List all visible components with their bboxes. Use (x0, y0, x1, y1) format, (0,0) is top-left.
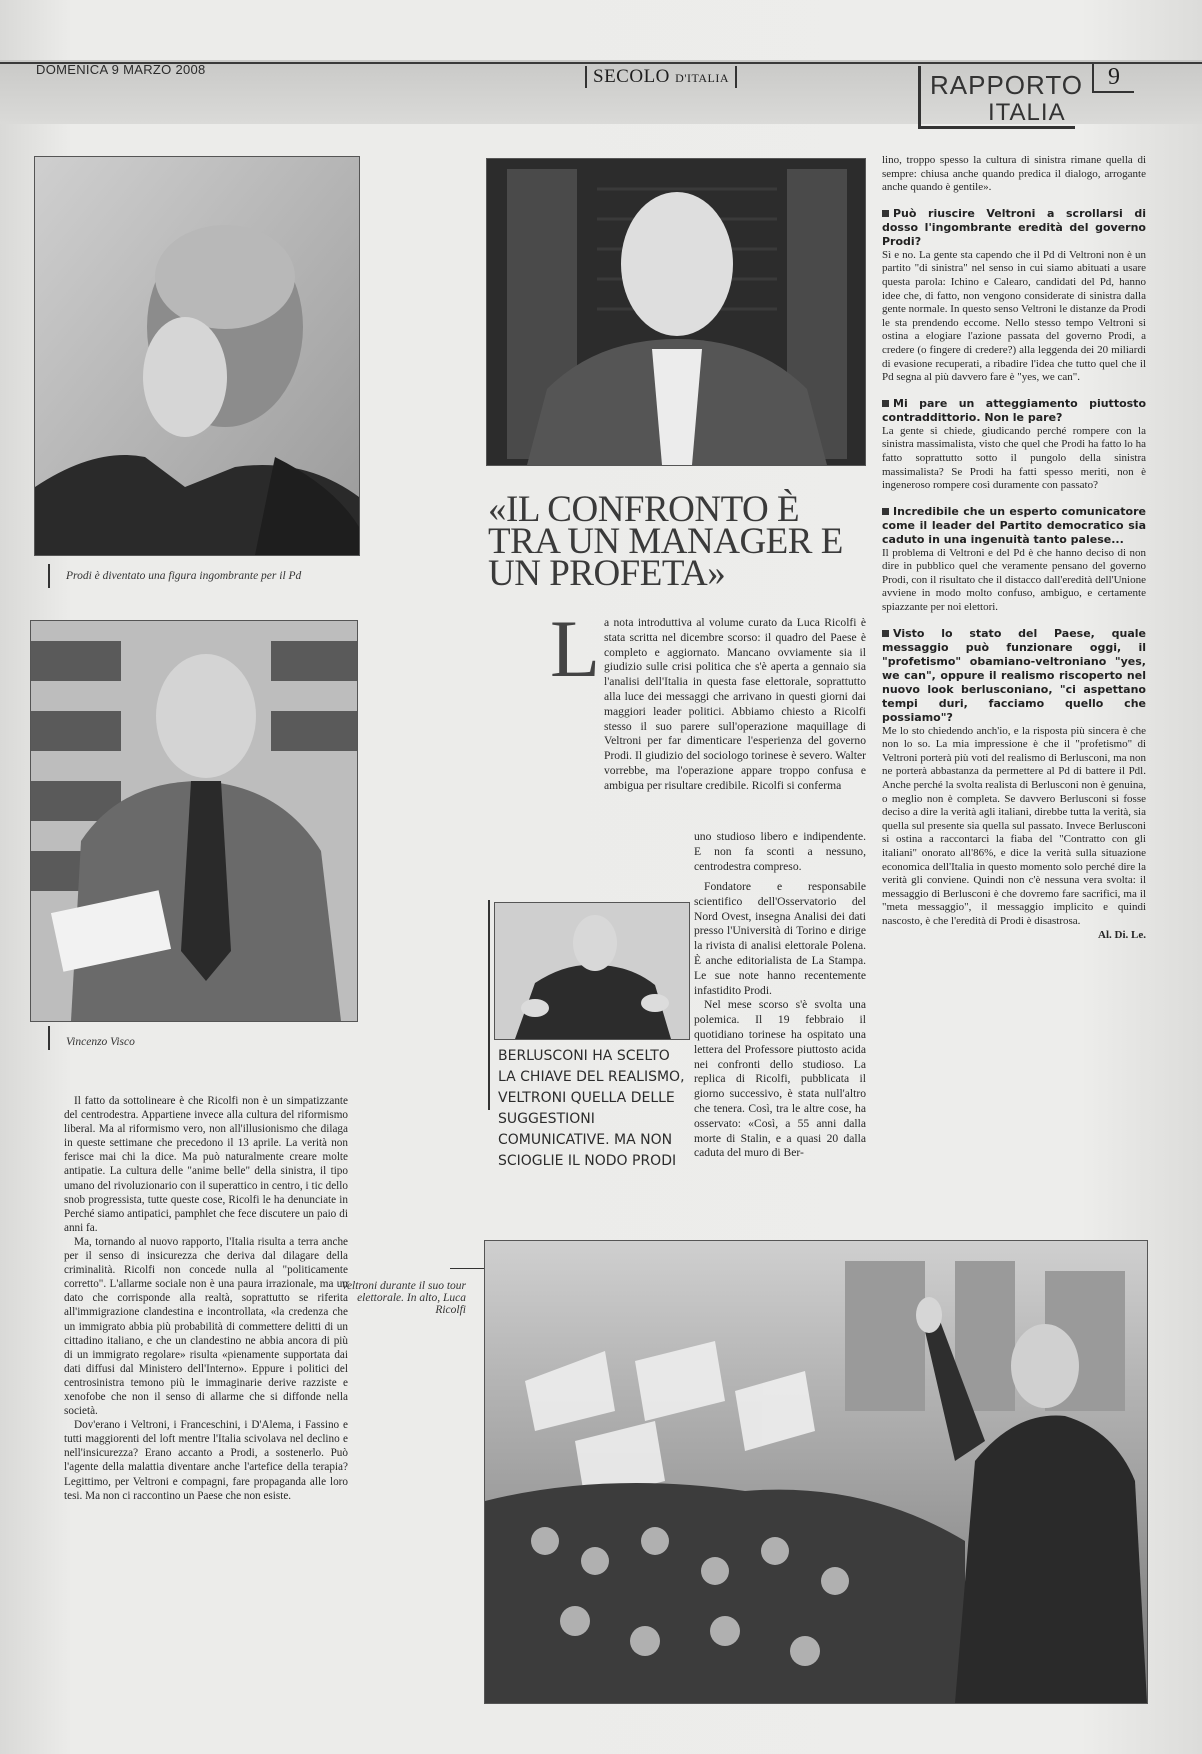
body-column-right (882, 154, 1146, 942)
sidebar-rule (488, 900, 490, 1110)
caption-bar (48, 1026, 50, 1050)
bullet-square-icon (882, 630, 889, 637)
masthead-title: SECOLO (593, 66, 670, 87)
interview-answer: Il problema di Veltroni e del Pd è che hanno deciso di non dire in pubblico quel che veramente pensano del governo Prodi, con il risultato che il distacco dall'eredità dell'Unione avviene in modo molto confuso, ambiguo, e certamente spiazzante per noi elettori. (882, 546, 1146, 614)
question-text: Incredibile che un esperto comunicatore come il leader del Partito democratico sia caduto in una ingenuità tanto palese... (882, 504, 1146, 546)
issue-date: DOMENICA 9 MARZO 2008 (36, 62, 206, 77)
body-paragraph: Il fatto da sottolineare è che Ricolfi non è un simpatizzante del centrodestra. Appartiene invece alla cultura del riformismo liberal. Ma al riformismo vero, non all'illusionismo che dilaga in queste settimane che precedono il 13 aprile. La verità non ferisce mai chi la dice. Ma può naturalmente creare molte antipatie. La cultura delle "anime belle" della sinistra, il tipo umano del rivoluzionario con il superattico in centro, i tic dello snob progressista, tutte queste cose, Ricolfi le ha denunciate in Perché siamo antipatici, pamphlet che fece discutere un paio di anni fa. (64, 1095, 348, 1234)
bullet-square-icon (882, 400, 889, 407)
author-signoff: Al. Di. Le. (1098, 928, 1146, 941)
body-paragraph: lino, troppo spesso la cultura di sinistra rimane quella di sempre: chiusa anche quando predica il dialogo, arrogante anche quando è gentile». (882, 154, 1146, 194)
question-text: Visto lo stato del Paese, quale messaggio può funzionare oggi, il "profetismo" obamiano-veltroniano "yes, we can", oppure il realismo riscoperto nel nuovo look berlusconiano, "ci aspettano tempi duri, facciamo quello che possiamo"? (882, 626, 1146, 724)
page-number: 9 (1092, 64, 1134, 93)
body-column-middle (694, 880, 866, 1161)
dropcap: L (550, 603, 601, 694)
bullet-square-icon (882, 508, 889, 515)
caption-veltroni: Veltroni durante il suo tour elettorale. In alto, Luca Ricolfi (341, 1280, 466, 1316)
pull-quote: BERLUSCONI HA SCELTO LA CHIAVE DEL REALISMO, VELTRONI QUELLA DELLE SUGGESTIONI COMUNICATIVE. MA NON SCIOGLIE IL NODO PRODI (498, 1048, 685, 1169)
body-paragraph: Nel mese scorso s'è svolta una polemica. Il 19 febbraio il quotidiano torinese ha ospitato una lettera del Professore piuttosto acida nei confronti dello studioso. La replica di Ricolfi, pubblicata il giorno successivo, è stata null'altro che tenera. Così, tra le altre cose, ha osservato: «Così, a 55 anni dalla morte di Stalin, e a quasi 20 dalla caduta del muro di Ber- (694, 998, 866, 1160)
section-title-line1: RAPPORTO (930, 70, 1083, 100)
interview-answer: La gente si chiede, giudicando perché rompere con la sinistra massimalista, visto che quel che Prodi ha fatto lo ha fatto soprattutto sotto il pungolo della sinistra massimalista? Se Prodi ha fatti spesso meriti, non è ingeneroso rompere così duramente con passato? (882, 424, 1146, 492)
intro-text-narrow: uno studioso libero e indipendente. E non fa sconti a nessuno, centrodestra compreso. (694, 830, 866, 873)
interview-question (882, 627, 1146, 725)
bullet-square-icon (882, 210, 889, 217)
caption-pointer-line (450, 1268, 484, 1269)
section-title-line2: ITALIA (988, 99, 1066, 126)
intro-paragraph (604, 616, 866, 794)
question-text: Può riuscire Veltroni a scrollarsi di dosso l'ingombrante eredità del governo Prodi? (882, 206, 1146, 248)
interview-answer: Me lo sto chiedendo anch'io, e la risposta più sincera è che non lo so. La mia impressione è che il "profetismo" di Veltroni porterà più voti del realismo di Berlusconi, ma non ne porterà abbastanza da permettere al Pd di battere il Pdl. Anche perché la svolta realista di Berlusconi non è genuina, o meglio non è completa. Se davvero Berlusconi si fosse deciso a dire la verità agli italiani, direbbe tutta la verità, sia quella sul presente sia quella sul passato. Invece Berlusconi si ostina a raccontarci la fiaba del "Contratto con gli italiani" onorato all'86%, e dice la verità sulla situazione economica dell'Italia in questo momento solo perché dire la verità gli conviene. Quindi non c'è nessuna vera svolta: il messaggio di Berlusconi è che dovremo fare sacrifici, ma il "meta messaggio", il messaggio implicito e quindi nascosto, è che l'eredità di Prodi è disastrosa. (882, 724, 1146, 927)
interview-answer: Sì e no. La gente sta capendo che il Pd di Veltroni non è un partito "di sinistra" nel senso in cui siamo abituati a usare questa parola: Ichino e Calearo, candidati del Pd, hanno idee che, di fatto, non vengono considerate di sinistra dalla gente normale. In questo senso Veltroni le distanze da Prodi le sta prendendo eccome. Nello stesso tempo Veltroni si ostina a elogiare l'azione passata del governo Prodi, a credere (o fingere di credere?) alla leggenda dei 20 miliardi di evasione recuperati, a ribadire l'idea che tutto quel che il Pd segna al più davvero fare è "yes, we can". (882, 248, 1146, 384)
body-paragraph: Ma, tornando al nuovo rapporto, l'Italia risulta a terra anche per il senso di insicurezza che deriva dal dilagare della criminalità. Ricolfi non concede nulla al "politicamente corretto". L'allarme sociale non è una paura irrazionale, ma un dato che corrisponde alla realtà, soprattutto se riferita all'immigrazione clandestina e incontrollata, «la credenza che un immigrato abbia più probabilità di commettere delitti di un cittadino italiano, e che un clandestino ne abbia ancora di più di un immigrato regolare» risulta «pienamente supportata dai dati diffusi dal Ministero dell'Interno». Eppure i politici del centrosinistra temono più le immaginarie derive razziste e xenofobe che non il senso di allarme che si diffonde nella società. (64, 1235, 348, 1418)
photo-berlusconi (494, 902, 690, 1040)
interview-question (882, 397, 1146, 425)
masthead-subtitle: D'ITALIA (675, 71, 730, 85)
question-text: Mi pare un atteggiamento piuttosto contraddittorio. Non le pare? (882, 396, 1146, 424)
body-paragraph: Fondatore e responsabile scientifico dell'Osservatorio del Nord Ovest, insegna Analisi dei dati presso l'Università di Torino e dirige la rivista di analisi elettorale Polena. È anche editorialista de La Stampa. Le sue note hanno recentemente infastidito Prodi. (694, 880, 866, 997)
body-column-left (64, 1094, 348, 1503)
masthead (585, 66, 737, 88)
headline: «IL CONFRONTO È TRA UN MANAGER E UN PROFETA» (488, 489, 843, 594)
photo-visco (30, 620, 358, 1022)
caption-prodi: Prodi è diventato una figura ingombrante per il Pd (66, 570, 302, 582)
photo-veltroni-crowd (484, 1240, 1148, 1704)
caption-bar (48, 564, 50, 588)
photo-ricolfi (486, 158, 866, 466)
intro-text: a nota introduttiva al volume curato da Luca Ricolfi è stata scritta nel dicembre scorso: il quadro del Paese è completo e aggiornato. Mancano ovviamente sia il giudizio sulle crisi politica che s'è aperta a gennaio sia l'analisi dell'Italia in questa fase elettorale, soprattutto alla luce dei messaggi che arrivano in questi giorni dai maggiori leader politici. Abbiamo chiesto a Ricolfi stesso il suo parere sull'operazione maquillage di Veltroni per far dimenticare l'esperienza del governo Prodi. Il giudizio del sociologo torinese è severo. Walter vorrebbe, ma l'operazione appare troppo confusa e ambigua per risultare credibile. Ricolfi si conferma (604, 616, 866, 792)
body-paragraph: Dov'erano i Veltroni, i Franceschini, i D'Alema, i Fassino e tutti maggiorenti del loft mentre l'Italia scivolava nel declino e nell'insicurezza? Erano accanto a Prodi, a sostenerlo. Può l'agente della malattia diventare anche l'artefice della terapia? Legittimo, per Veltroni e compagni, fare propaganda alle loro tesi. Ma non ci raccontino un Paese che non esiste. (64, 1419, 348, 1502)
caption-visco: Vincenzo Visco (66, 1036, 135, 1048)
photo-prodi (34, 156, 360, 556)
intro-paragraph-narrow (694, 830, 866, 874)
interview-question (882, 505, 1146, 547)
interview-question (882, 207, 1146, 249)
